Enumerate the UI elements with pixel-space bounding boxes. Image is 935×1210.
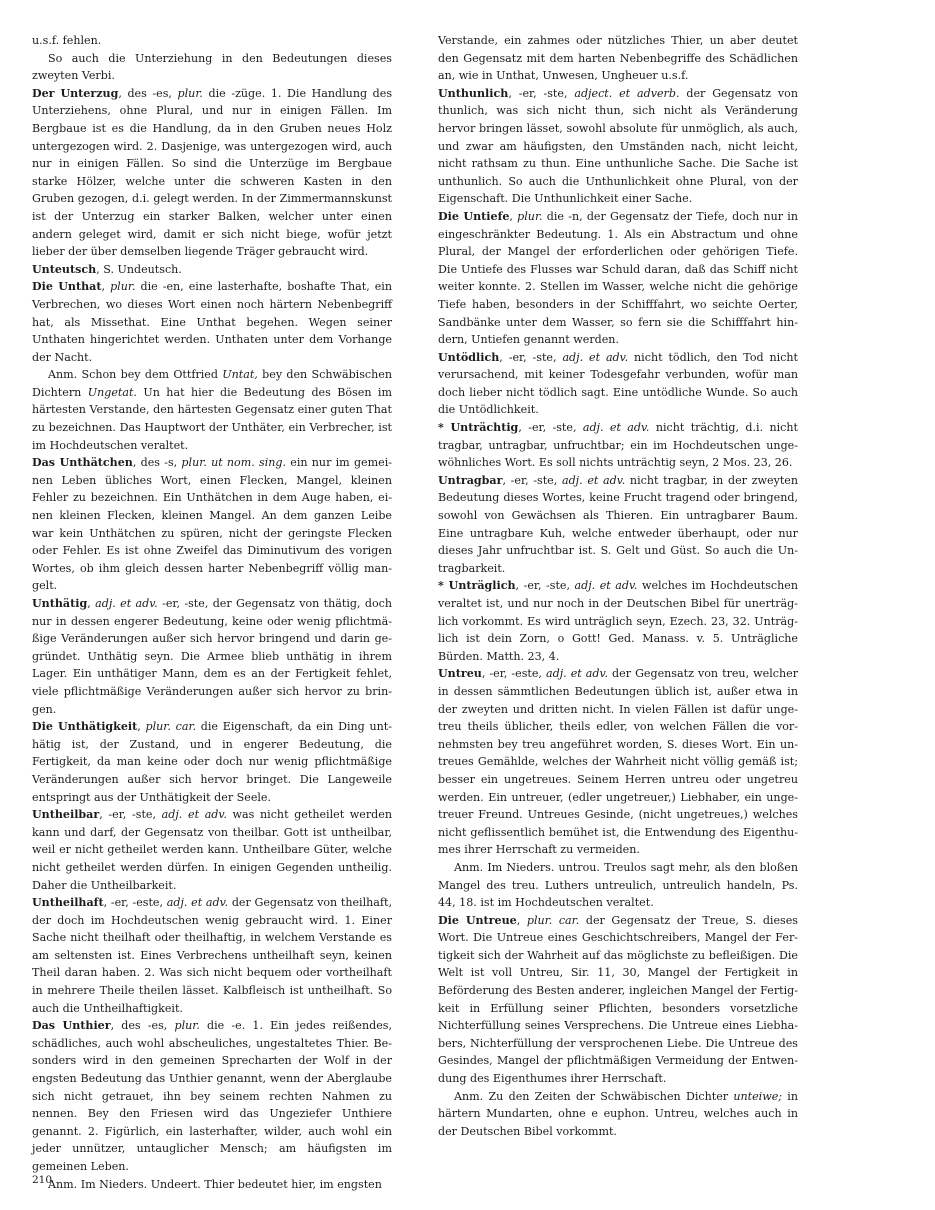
grammar-abbreviation: unteiwe; (733, 1089, 783, 1103)
grammar-abbreviation: plur. (517, 209, 543, 223)
entry-text: der Gegensatz von theilhaft, der doch im Hochdeutschen wenig gebraucht wird. 1. Einer Sache nicht theilhaft oder theilhaftig, in welchem Verstande es am seltensten ist. Eines Verbrechens untheilhaft seyn, keinen Theil daran haben. 2. Was sich nicht bequem oder vortheilhaft in mehrere Theile theilen lässet. Kalbfleisch ist untheilhaft. So auch die Untheilhaftigkeit. (32, 896, 392, 1015)
entry-text: , (509, 209, 518, 223)
entry-paragraph (438, 859, 798, 912)
entry-text: , -er, -este, (103, 896, 167, 910)
entry-text: die Eigenschaft, da ein Ding unthätig ist, der Zustand, und in engerer Bedeutung, die Fertigkeit, da man keine oder doch nur wenig pflichtmäßige Veränderungen außer sich hervor bringet. Die Langeweile entspringt aus der Unthätigkeit der Seele. (32, 720, 392, 804)
dictionary-entry (32, 1017, 392, 1175)
grammar-abbreviation: Ungetat. (87, 385, 137, 399)
entry-headword: Unteutsch (32, 262, 97, 276)
entry-text: die -n, der Gegensatz der Tiefe, doch nur in eingeschränkter Bedeutung. 1. Als ein Abstractum und ohne Plural, der Mangel der erforderlichen oder gehörigen Tiefe. Die Untiefe des Flusses war Schuld daran, daß das Schiff nicht weiter konnte. 2. Stellen im Wasser, welche nicht die gehörige Tiefe haben, besonders in der Schifffahrt, wo seichte Oerter, Sandbänke unter dem Wasser, so fern sie die Schifffahrt hindern, Untiefen genannt werden. (438, 209, 798, 347)
entry-headword: * Unträglich (438, 579, 516, 593)
dictionary-entry (438, 912, 798, 1088)
entry-text: der Gegensatz von thunlich, was sich nicht thun, sich nicht als Veränderung hervor bringen lässet, sowohl absolute für unmöglich, als auch, und zwar am häufigsten, den Umständen nach, nicht leicht, nicht rathsam zu thun. Eine unthunliche Sache. Die Sache ist unthunlich. So auch die Unthunlichkeit ohne Plural, von der Eigenschaft. Die Unthunlichkeit einer Sache. (438, 86, 798, 206)
entry-headword: Unthätig (32, 597, 88, 610)
dictionary-entry (32, 85, 392, 261)
entry-headword: Die Unthätigkeit (32, 720, 138, 734)
dictionary-entry (438, 665, 798, 859)
entry-headword: Das Unthier (32, 1019, 111, 1033)
entry-paragraph (438, 1088, 798, 1141)
entry-text: , (137, 720, 146, 734)
entry-text: der Gegensatz der Treue, S. dieses Wort. Die Untreue eines Geschichtschreibers, Mangel der Fertigkeit sich der Wahrheit auf das möglichste zu befleißigen. Die Welt ist voll Untreu, Sir. 11, 30, Mangel der Fertigkeit in Beförderung des Besten anderer, ingleichen Mangel der Fertigkeit in Erfüllung seiner Pflichten, besonders vorsetzliche Nichterfüllung seines Versprechens. Die Untreue eines Liebhabers, Nichterfüllung der versprochenen Liebe. Die Untreue des Gesindes, Mangel der pflichtmäßigen Vermeidung der Entwendung des Eigenthumes ihrer Herrschaft. (438, 913, 798, 1086)
entry-text: die -züge. 1. Die Handlung des Unterziehens, ohne Plural, und nur in einigen Fällen. Im Bergbaue ist es die Handlung, da in den Gruben neues Holz untergezogen wird. 2. Dasjenige, was untergezogen wird, auch nur in einigen Fällen. So sind die Unterzüge im Bergbaue starke Hölzer, welche unter die schweren Kasten in den Gruben gezogen, d.i. gelegt werden. In der Zimmermannskunst ist der Unterzug ein starker Balken, welcher unter einen andern geleget wird, damit er sich nicht biege, wofür jetzt lieber der über demselben liegende Träger gebraucht wird. (32, 86, 393, 259)
dictionary-entry (32, 718, 392, 806)
entry-text: , S. Undeutsch. (96, 262, 182, 276)
entry-text: , des -es, (118, 86, 178, 100)
entry-text: Anm. Im Nieders. untrou. Treulos sagt mehr, als den bloßen Mangel des treu. Luthers untreulich, untreulich handeln, Ps. 44, 18. ist im Hochdeutschen veraltet. (438, 860, 798, 910)
grammar-abbreviation: adj. et adv. (574, 579, 638, 593)
dictionary-entry (438, 85, 798, 208)
entry-text: ein nur im gemeinen Leben übliches Wort, einen Flecken, Mangel, kleinen Fehler zu bezeichnen. Ein Unthätchen in dem Auge haben, einen kleinen Flecken, kleinen Mangel. An dem ganzen Leibe war kein Unthätchen zu spüren, nicht der geringste Flecken oder Fehler. Es ist ohne Zweifel das Diminutivum des vorigen Wortes, ob ihm gleich dessen harter Nebenbegriff völlig mangelt. (32, 456, 392, 593)
entry-text: , -er, -ste, (99, 808, 162, 822)
grammar-abbreviation: adj. et adv. (562, 350, 629, 364)
entry-text: nicht trächtig, d.i. nicht tragbar, untragbar, unfruchtbar; ein im Hochdeutschen ungewöhnliches Wort. Es soll nichts unträchtig seyn, 2 Mos. 23, 26. (438, 421, 798, 470)
dictionary-entry (438, 577, 798, 665)
entry-text: , des -s, (132, 456, 182, 470)
entry-text: Verstande, ein zahmes oder nützliches Thier, un aber deutet den Gegensatz mit dem harten Nebenbegriffe des Schädlichen an, wie in Unthat, Unwesen, Ungheuer u.s.f. (438, 34, 798, 83)
entry-text: in härtern Mundarten, ohne e euphon. Untreu, welches auch in der Deutschen Bibel vorkommt. (438, 1089, 798, 1138)
right-column (438, 32, 798, 1140)
grammar-abbreviation: adj. et adv. (582, 421, 650, 435)
entry-text: Anm. Im Nieders. Undeert. Thier bedeutet hier, im engsten (48, 1177, 382, 1191)
dictionary-entry (32, 894, 392, 1017)
grammar-abbreviation: plur. (174, 1019, 200, 1033)
entry-text: was nicht getheilet werden kann und darf, der Gegensatz von theilbar. Gott ist untheilbar, weil er nicht getheilet werden kann. Untheilbare Güter, welche nicht getheilet werden dürfen. In einigen Gegenden untheilig. Daher die Untheilbarkeit. (32, 808, 392, 892)
entry-headword: Die Unthat (32, 280, 102, 294)
page-number: 210 (32, 1174, 53, 1186)
left-column (32, 32, 392, 1193)
entry-headword: Untreu (438, 667, 482, 681)
grammar-abbreviation: adj. et adv. (561, 473, 626, 487)
dictionary-entry (438, 208, 798, 349)
grammar-abbreviation: adject. et adverb. (574, 86, 680, 100)
entry-text: nicht tödlich, den Tod nicht verursachend, mit keiner Todesgefahr verbunden, wofür man doch lieber nicht tödlich sagt. Eine untödliche Wunde. So auch die Untödlichkeit. (438, 350, 799, 417)
grammar-abbreviation: plur. (110, 280, 136, 294)
entry-headword: Untödlich (438, 350, 500, 364)
entry-text: Anm. Zu den Zeiten der Schwäbischen Dichter (454, 1089, 734, 1103)
entry-text: u.s.f. fehlen. (32, 34, 102, 47)
grammar-abbreviation: plur. car. (145, 720, 197, 734)
entry-text: welches im Hochdeutschen veraltet ist, und nur noch in der Deutschen Bibel für unerträglich vorkommt. Es wird unträglich seyn, Ezech. 23, 32. Unträglich ist dein Zorn, o Gott! Ged. Manass. v. 5. Unträgliche Bürden. Matth. 23, 4. (438, 579, 798, 663)
entry-paragraph (32, 366, 392, 454)
entry-text: Anm. Schon bey dem Ottfried (48, 368, 223, 382)
entry-text: die -e. 1. Ein jedes reißendes, schädliches, auch wohl abscheuliches, ungestaltetes Thier. Besonders wird in den gemeinen Sprecharten der Wolf in der engsten Bedeutung das Unthier genannt, wenn der Aberglaube sich nicht getrauet, ihn bey seinem rechten Nahmen zu nennen. Bey den Friesen wird das Ungeziefer Unthiere genannt. 2. Figürlich, ein lasterhafter, wilder, auch wohl ein jeder unnützer, untauglicher Mensch; am häufigsten im gemeinen Leben. (32, 1019, 392, 1173)
entry-headword: Die Untiefe (438, 209, 510, 223)
entry-headword: * Unträchtig (438, 421, 519, 435)
entry-paragraph (32, 1176, 392, 1194)
entry-headword: Untheilbar (32, 808, 100, 822)
entry-text: , (516, 913, 527, 927)
entry-text: bey den Schwäbischen Dichtern (32, 368, 392, 399)
dictionary-entry (438, 472, 798, 578)
entry-text: , des -es, (110, 1019, 175, 1033)
entry-text: Un hat hier die Bedeutung des Bösen im härtesten Verstande, den härtesten Gegensatz einer guten That zu bezeichnen. Das Hauptwort der Unthäter, ein Verbrecher, ist im Hochdeutschen veraltet. (32, 385, 392, 452)
grammar-abbreviation: plur. ut nom. sing. (181, 456, 287, 470)
grammar-abbreviation: adj. et adv. (546, 667, 608, 681)
dictionary-entry (438, 419, 798, 472)
entry-text: die -en, eine lasterhafte, boshafte That, ein Verbrechen, wo dieses Wort einen noch härtern Nebenbegriff hat, als Missethat. Eine Unthat begehen. Wegen seiner Unthaten hingerichtet werden. Unthaten unter dem Vorhange der Nacht. (32, 280, 392, 364)
entry-text: nicht tragbar, in der zweyten Bedeutung dieses Wortes, keine Frucht tragend oder bringend, sowohl von Gewächsen als Thieren. Ein untragbarer Baum. Eine untragbare Kuh, welche entweder überhaupt, oder nur dieses Jahr unfruchtbar ist. S. Gelt und Güst. So auch die Untragbarkeit. (438, 473, 799, 575)
grammar-abbreviation: plur. car. (526, 913, 580, 927)
entry-paragraph (32, 32, 392, 50)
entry-text: , (101, 280, 111, 294)
dictionary-entry (438, 349, 798, 419)
entry-text: , -er, -ste, (518, 421, 583, 435)
dictionary-entry (32, 454, 392, 595)
entry-text: , -er, -este, (481, 667, 546, 681)
grammar-abbreviation: adj. et adv. (95, 597, 158, 610)
entry-headword: Untheilhaft (32, 896, 104, 910)
grammar-abbreviation: adj. et adv. (166, 896, 229, 910)
entry-text: So auch die Unterziehung in den Bedeutungen dieses zweyten Verbi. (32, 51, 392, 83)
dictionary-entry (32, 261, 392, 279)
grammar-abbreviation: plur. (177, 86, 203, 100)
grammar-abbreviation: adj. et adv. (161, 808, 227, 822)
entry-text: , -er, -ste, (499, 350, 563, 364)
entry-headword: Das Unthätchen (32, 456, 133, 470)
dictionary-entry (32, 595, 392, 718)
entry-paragraph (32, 50, 392, 85)
entry-text: , (87, 597, 96, 610)
entry-headword: Die Untreue (438, 913, 517, 927)
entry-headword: Der Unterzug (32, 86, 119, 100)
entry-text: -er, -ste, der Gegensatz von thätig, doch nur in dessen engerer Bedeutung, keine oder wenig pflichtmäßige Veränderungen außer sich hervor bringend und darin gegründet. Unthätig seyn. Die Armee blieb unthätig in ihrem Lager. Ein unthätiger Mann, dem es an der Fertigkeit fehlet, viele pflichtmäßige Veränderungen außer sich hervor zu bringen. (32, 597, 393, 716)
dictionary-entry (32, 806, 392, 894)
entry-text: der Gegensatz von treu, welcher in dessen sämmtlichen Bedeutungen üblich ist, außer etwa in der zweyten und dritten nicht. In vielen Fällen ist dafür ungetreu theils üblicher, theils edler, von welchen Fällen die vornehmsten bey treu angeführet worden, S. dieses Wort. Ein untreues Gemählde, welches der Wahrheit nicht völlig gemäß ist; besser ein ungetreues. Seinem Herren untreu oder ungetreu werden. Ein untreuer, (edler ungetreuer,) Liebhaber, ein ungetreuer Freund. Untreues Gesinde, (nicht ungetreues,) welches nicht geflissentlich bemühet ist, die Entwendung des Eigenthumes ihrer Herrschaft zu vermeiden. (438, 667, 798, 857)
entry-paragraph (438, 32, 798, 85)
entry-text: , -er, -ste, (508, 86, 575, 100)
dictionary-entry (32, 278, 392, 366)
entry-headword: Unthunlich (438, 86, 509, 100)
entry-text: , -er, -ste, (515, 579, 575, 593)
grammar-abbreviation: Untat, (222, 368, 258, 382)
entry-headword: Untragbar (438, 473, 503, 487)
entry-text: , -er, -ste, (502, 473, 562, 487)
